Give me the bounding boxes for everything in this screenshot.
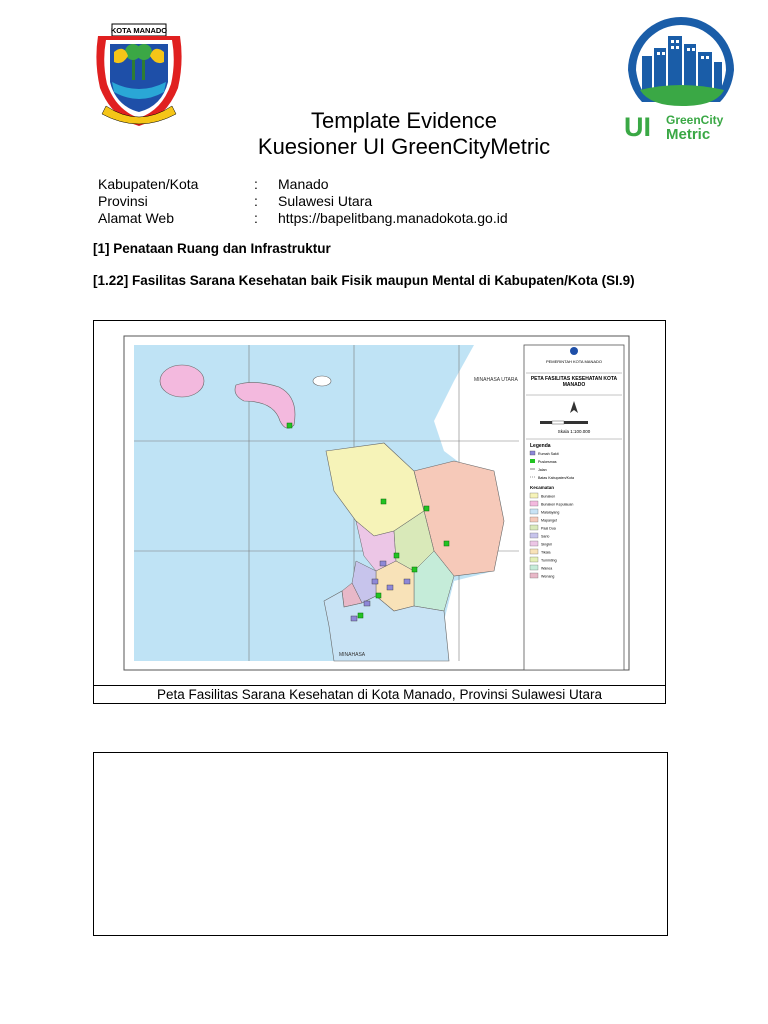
legend-item: Rumah Sakit xyxy=(538,452,559,456)
kecamatan-name: Mapanget xyxy=(541,518,557,523)
info-value: Sulawesi Utara xyxy=(278,193,373,209)
map-caption: Peta Fasilitas Sarana Kesehatan di Kota Manado, Provinsi Sulawesi Utara xyxy=(94,685,665,703)
kecamatan-name: Paal Dua xyxy=(541,526,556,531)
info-separator: : xyxy=(254,176,258,192)
kecamatan-name: Tikala xyxy=(541,550,551,555)
legend-title: PETA FASILITAS KESEHATAN KOTA MANADO xyxy=(530,376,618,388)
subsection-heading: [1.22] Fasilitas Sarana Kesehatan baik Fisik maupun Mental di Kabupaten/Kota (SI.9) xyxy=(93,273,635,288)
info-separator: : xyxy=(254,210,258,226)
kecamatan-name: Singkil xyxy=(541,542,552,547)
kecamatan-name: Malalayang xyxy=(541,510,560,515)
info-table xyxy=(98,176,658,227)
map-legend xyxy=(524,345,624,670)
info-value: https://bapelitbang.manadokota.go.id xyxy=(278,210,508,226)
label-minahasa-utara: MINAHASA UTARA xyxy=(474,377,518,383)
kecamatan-swatch xyxy=(530,557,538,562)
kecamatan-swatch xyxy=(530,517,538,522)
map-figure xyxy=(93,320,666,704)
legend-label: Legenda xyxy=(530,443,551,449)
info-row-alamat-web xyxy=(98,210,658,227)
kecamatan-label: Kecamatan xyxy=(530,485,555,490)
island-bunaken xyxy=(160,365,204,397)
map-container xyxy=(94,321,665,687)
kecamatan-swatch xyxy=(530,565,538,570)
kecamatan-name: Sario xyxy=(541,534,550,539)
legend-item: Puskesmas xyxy=(538,460,557,464)
document-subtitle: Kuesioner UI GreenCityMetric xyxy=(257,134,551,159)
info-row-kabupaten xyxy=(98,176,658,193)
label-minahasa: MINAHASA xyxy=(339,652,366,658)
kecamatan-name: Wenang xyxy=(541,574,555,579)
info-key: Alamat Web xyxy=(98,210,174,226)
logo-right-ui: UI xyxy=(624,112,651,142)
logo-left-text: KOTA MANADO xyxy=(110,26,168,35)
logo-right-greencity: GreenCity xyxy=(666,113,724,127)
info-key: Kabupaten/Kota xyxy=(98,176,199,192)
legend-header: PEMERINTAH KOTA MANADO xyxy=(545,359,603,364)
kecamatan-swatch xyxy=(530,493,538,498)
info-row-provinsi xyxy=(98,193,658,210)
info-separator: : xyxy=(254,193,258,209)
scale-text: Skala 1:100.000 xyxy=(557,429,591,434)
kecamatan-name: Wanea xyxy=(541,566,553,571)
kecamatan-name: Bunaken Kepulauan xyxy=(541,502,574,507)
section-heading: [1] Penataan Ruang dan Infrastruktur xyxy=(93,241,331,256)
document-title: Template Evidence xyxy=(311,108,497,133)
kecamatan-name: Bunaken xyxy=(541,494,556,499)
kecamatan-swatch xyxy=(530,501,538,506)
kecamatan-swatch xyxy=(530,525,538,530)
info-value: Manado xyxy=(278,176,329,192)
kecamatan-swatch xyxy=(530,549,538,554)
kecamatan-swatch xyxy=(530,533,538,538)
kecamatan-name: Tuminting xyxy=(541,558,557,563)
info-key: Provinsi xyxy=(98,193,148,209)
kecamatan-swatch xyxy=(530,541,538,546)
legend-item: Jalan xyxy=(538,468,547,472)
empty-evidence-box xyxy=(93,752,668,936)
kecamatan-swatch xyxy=(530,573,538,578)
island-manado-tua xyxy=(313,376,331,386)
legend-item: Batas Kabupaten/Kota xyxy=(538,476,574,480)
kecamatan-swatch xyxy=(530,509,538,514)
logo-right-metric: Metric xyxy=(666,126,711,143)
